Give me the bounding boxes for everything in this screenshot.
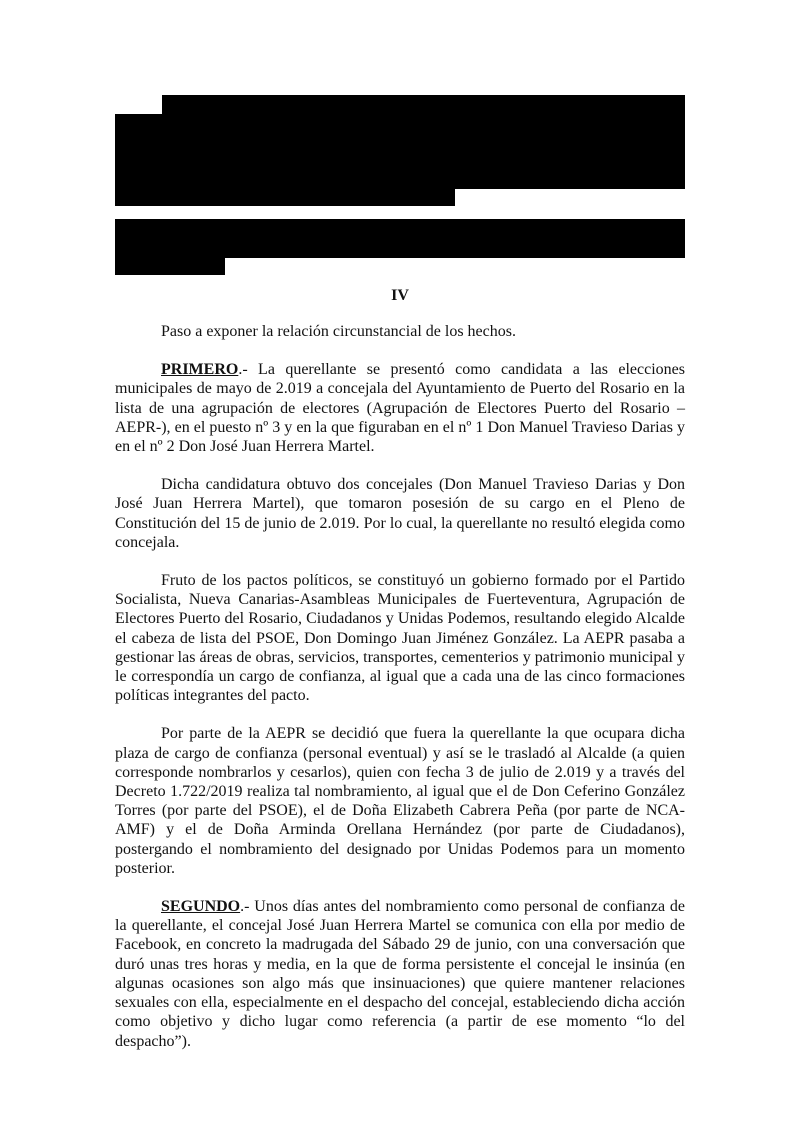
redaction-block [115, 188, 455, 206]
section-heading: IV [391, 287, 409, 304]
redaction-block [115, 152, 685, 172]
paragraph: Fruto de los pactos políticos, se constituyó un gobierno formado por el Partido Socialista, Nueva Canarias-Asambleas Municipales de Fuerteventura, Agrupación de Electores Puerto del Rosario, Ciudadanos y Unidas Podemos, resultando elegido Alcalde el cabeza de lista del PSOE, Don Domingo Juan Jiménez González. La AEPR pasaba a gestionar las áreas de obras, servicios, transportes, cementerios y patrimonio municipal y le correspondía un cargo de confianza, al igual que a cada una de las cinco formaciones políticas integrantes del pacto. [115, 572, 685, 705]
redaction-block [115, 133, 685, 153]
paragraph: Por parte de la AEPR se decidió que fuera la querellante la que ocupara dicha plaza de cargo de confianza (personal eventual) y así se le trasladó al Alcalde (a quien corresponde nombrarlos y cesarlos), quien con fecha 3 de julio de 2.019 y a través del Decreto 1.722/2019 realiza tal nombramiento, al igual que el de Don Ceferino González Torres (por parte del PSOE), el de Doña Elizabeth Cabrera Peña (por parte de NCA-AMF) y el de Doña Arminda Orellana Hernández (por parte de Ciudadanos), postergando el nombramiento del designado por Unidas Podemos para un momento posterior. [115, 725, 685, 877]
paragraph-lead: PRIMERO [161, 361, 239, 379]
paragraph-lead: SEGUNDO [161, 898, 241, 916]
paragraph: Dicha candidatura obtuvo dos concejales (Don Manuel Travieso Darias y Don José Juan Herrera Martel), que tomaron posesión de su cargo en el Pleno de Constitución del 15 de junio de 2.019. Por lo cual, la querellante no resultó elegida como concejala. [115, 476, 685, 551]
redaction-block [115, 257, 225, 275]
paragraph-text: .- Unos días antes del nombramiento como personal de confianza de la querellante, el concejal José Juan Herrera Martel se comunica con ella por medio de Facebook, en concreto la madrugada del Sábado 29 de junio, con una conversación que duró unas tres horas y media, en la que de forma persistente el concejal le insinúa (en algunas ocasiones son algo más que insinuaciones) que quiere mantener relaciones sexuales con ella, especialmente en el despacho del concejal, estableciendo dicha acción como objetivo y dicho lugar como referencia (a partir de ese momento “lo del despacho”). [115, 898, 685, 1050]
redaction-block [115, 219, 685, 239]
intro-paragraph: Paso a exponer la relación circunstancial de los hechos. [161, 323, 516, 340]
paragraph-text: .- La querellante se presentó como candidata a las elecciones municipales de mayo de 2.019 a concejala del Ayuntamiento de Puerto del Rosario en la lista de una agrupación de electores (Agrupación de Electores Puerto del Rosario – AEPR-), en el puesto nº 3 y en la que figuraban en el nº 1 Don Manuel Travieso Darias y en el nº 2 Don José Juan Herrera Martel. [115, 361, 685, 456]
redaction-block [162, 95, 685, 115]
paragraph-segundo [115, 897, 685, 1051]
redaction-block [115, 114, 685, 134]
document-body [115, 322, 685, 1070]
redaction-block [115, 238, 685, 258]
redaction-block [115, 171, 685, 189]
paragraph-primero [115, 360, 685, 456]
